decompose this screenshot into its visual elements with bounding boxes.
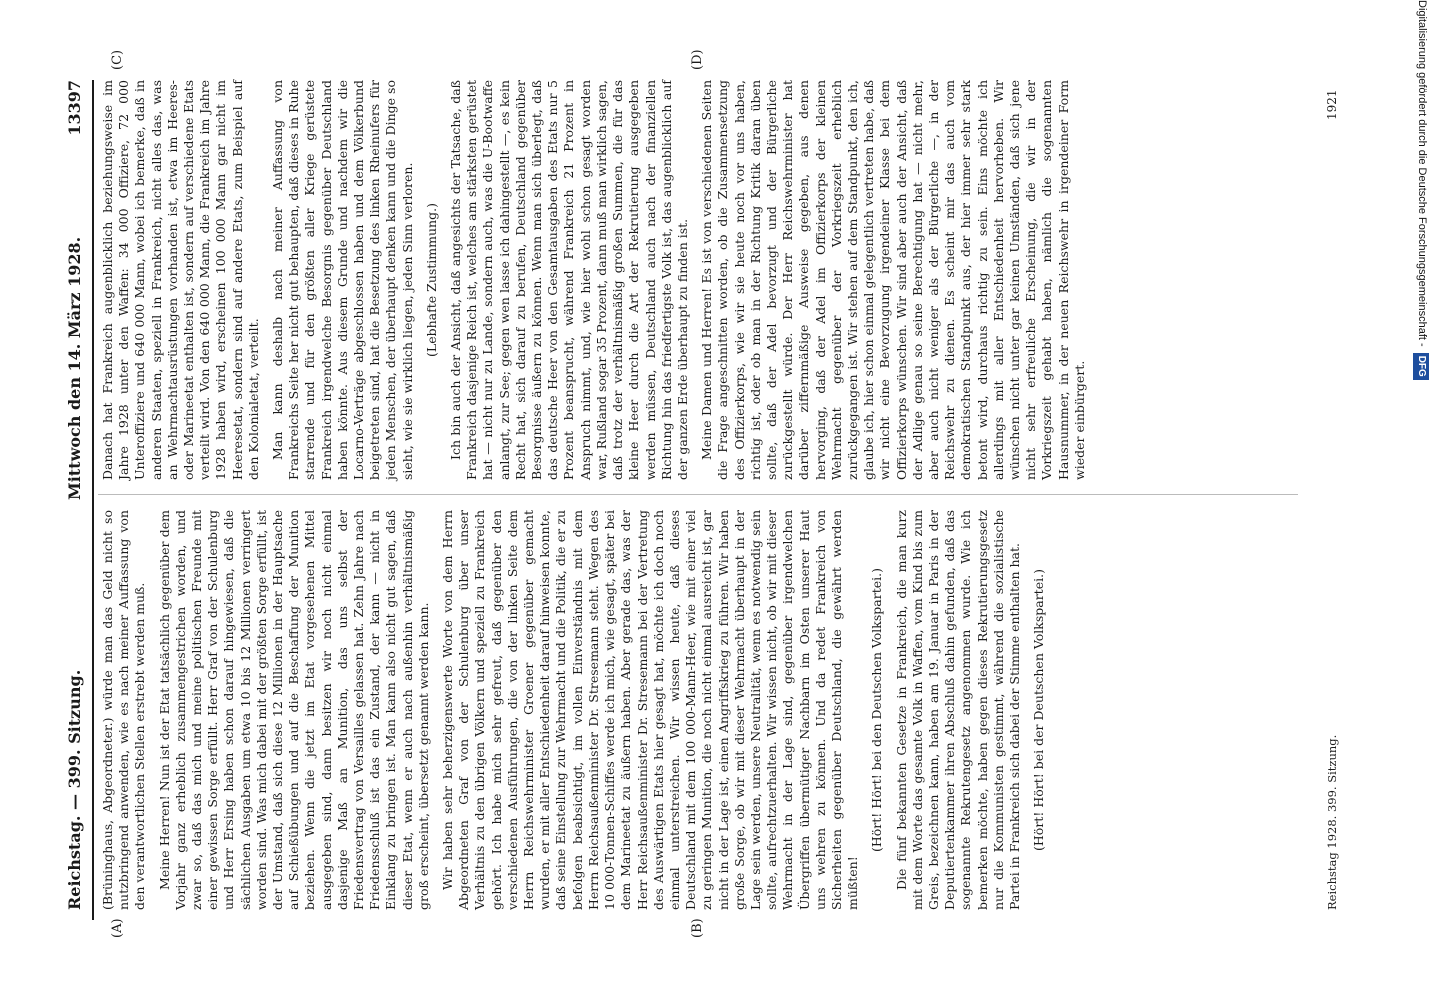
header-left: Reichstag. — 399. Sitzung. (65, 669, 84, 910)
page-header (60, 80, 90, 920)
margin-mark-b: (B) (690, 918, 705, 938)
footer-left: Reichstag 1928. 399. Sitzung. (1325, 734, 1339, 910)
paragraph: Ich bin auch der Ansicht, daß angesichts der Tatsache, daß Frankreich dasjenige Reich ist, welches am stärksten gerüstet hat — nicht nur zu Lande, sondern auch, was die U-Bootwaffe anlangt, zur See; gegen wen lasse ich dahingestellt —, es kein Recht hat, sich darauf zu berufen, Deutschland gegenüber Besorgnisse äußern zu können. Wenn man sich überlegt, daß das deutsche Heer von den Gesamtausgaben des Etats nur 5 Prozent beansprucht, während Frankreich 21 Prozent in Anspruch nimmt, und, wie hier wohl schon gesagt worden war, Rußland sogar 35 Prozent, dann muß man wirklich sagen, daß trotz der verhältnismäßig großen Summen, die für das kleine Heer durch die Art der Rekrutierung ausgegeben werden müssen, Deutschland auch nach der finanziellen Richtung hin das friedfertigste Volk ist, das augenblicklich auf der ganzen Erde überhaupt zu finden ist. (448, 80, 690, 480)
paragraph: Meine Damen und Herren! Es ist von verschiedenen Seiten die Frage angeschnitten worden, ob die Zusammensetzung des Offizierkorps, wie wir sie heute noch vor uns haben, richtig ist, oder ob man in der Richtung Kritik daran üben sollte, daß der Adel bevorzugt und der Bürgerliche zurückgestellt würde. Der Herr Reichswehrminister hat darüber ziffernmäßige Ausweise gegeben, aus denen hervorging, daß der Adel im Offizierkorps der kleinen Wehrmacht gegenüber der Vorkriegszeit erheblich zurückgegangen ist. Wir stehen auf dem Standpunkt, den ich, glaube ich, hier schon einmal gelegentlich vertreten habe, daß wir nicht eine Bevorzugung irgendeiner Klasse bei dem Offizierkorps wünschen. Wir sind aber auch der Ansicht, daß der Adlige genau so seine Berechtigung hat — nicht mehr, aber auch nicht weniger als der Bürgerliche —, in der Reichswehr zu dienen. Es scheint mir das auch vom demokratischen Standpunkt aus, der hier immer sehr stark betont wird, durchaus richtig zu sein. Eins möchte ich allerdings mit aller Entschiedenheit hervorheben. Wir wünschen nicht unter gar keinen Umständen, daß sich jene nicht sehr erfreuliche Erscheinung, die wir in der Vorkriegszeit gehabt haben, nämlich die sogenannten Hausnummer, in der neuen Reichswehr in irgendeiner Form wieder einbürgert. (699, 80, 1087, 480)
paragraph: (Hört! Hört! bei den Deutschen Volkspartei.) (869, 568, 885, 852)
header-date: Mittwoch den 14. März 1928. (65, 236, 84, 500)
paragraph: (Hört! Hört! bei der Deutschen Volkspartei.) (1031, 569, 1047, 851)
paragraph: Meine Herren! Nun ist der Etat tatsächlich gegenüber dem Vorjahr ganz erheblich zusammengestrichen worden, und zwar so, daß das mich und meine politischen Freunde mit einer gewissen Sorge erfüllt. Herr Graf von der Schulenburg und Herr Ersing haben schon darauf hingewiesen, daß die sächlichen Ausgaben um etwa 10 bis 12 Millionen verringert worden sind. Was mich dabei mit der größten Sorge erfüllt, ist der Umstand, daß sich diese 12 Millionen in der Hauptsache auf Schießübungen und auf die Beschaffung der Munition beziehen. Wenn die jetzt im Etat vorgesehenen Mittel ausgegeben sind, dann besitzen wir noch nicht einmal dasjenige Maß an Munition, das uns selbst der Friedensvertrag von Versailles gelassen hat. Zehn Jahre nach Friedensschluß ist das ein Zustand, der kann — nicht in Einklang zu bringen ist. Man kann also nicht gut sagen, daß dieser Etat, wenn er auch nach außenhin verhältnismäßig groß erscheint, übersetzt genannt werden kann. (156, 510, 431, 910)
margin-mark-d: (D) (690, 49, 705, 70)
column-divider (98, 494, 1298, 495)
paragraph: (Brüninghaus, Abgeordneter.) würde man das Geld nicht so nutzbringend anwenden, wie es nach meiner Auffassung von den verantwortlichen Stellen erstrebt werden muß. (100, 510, 148, 910)
margin-mark-a: (A) (110, 918, 125, 938)
footer-number: 1921 (1325, 89, 1339, 120)
right-column (100, 80, 1096, 480)
paragraph: Danach hat Frankreich augenblicklich beziehungsweise im Jahre 1928 unter den Waffen: 34 000 Offiziere, 72 000 Unteroffiziere und 640 000 Mann, wobei ich bemerke, daß in anderen Staaten, speziell in Frankreich, nicht alles das, was an Wehrmachtausrüstungen vorhanden ist, etwa im Heeres- oder Marineetat enthalten ist, sondern auf verschiedene Etats verteilt wird. Von den 640 000 Mann, die Frankreich im Jahre 1928 haben wird, erscheinen 100 000 Mann gar nicht im Heeresetat, sondern sind auf andere Etats, zum Beispiel auf den Kolonialetat, verteilt. (100, 80, 261, 480)
margin-mark-c: (C) (110, 49, 125, 70)
left-column (100, 510, 1055, 910)
header-rule (92, 80, 94, 920)
digitization-note (1416, 0, 1432, 1000)
dfg-logo: DFG (1413, 353, 1429, 380)
paragraph: (Lebhafte Zustimmung.) (423, 203, 439, 357)
digitization-text: Digitalisierung gefördert durch die Deutsche Forschungsgemeinschaft - (1416, 0, 1428, 347)
paragraph: Die fünf bekannten Gesetze in Frankreich, die man kurz mit dem Worte das gesamte Volk in Waffen, vom Kind bis zum Greis, bezeichnen kann, haben am 19. Januar in Paris in der Deputiertenkammer ihren Abschluß dahin gefunden, daß das sogenannte Rekrutengesetz angenommen wurde. Wie ich bemerken möchte, haben gegen dieses Rekrutierungsgesetz nur die Kommunisten gestimmt, während die sozialistische Partei in Frankreich sich dabei der Stimme enthalten hat. (893, 510, 1022, 910)
paragraph: Man kann deshalb nach meiner Auffassung von Frankreichs Seite her nicht gut behaupten, daß dieses in Ruhe starrende und für den größten aller Kriege gerüstete Frankreich irgendwelche Besorgnis gegenüber Deutschland haben könnte. Aus diesem Grunde und nachdem wir die Locarno-Verträge abgeschlossen haben und dem Völkerbund beigetreten sind, hat die Besetzung des linken Rheinufers für jeden Menschen, der überhaupt denken kann und die Dinge so sieht, wie sie wirklich liegen, jeden Sinn verloren. (270, 80, 415, 480)
paragraph: Wir haben sehr beherzigenswerte Worte von dem Herrn Abgeordneten Graf von der Schulenburg über unser Verhältnis zu den übrigen Völkern und speziell zu Frankreich gehört. Ich habe mich sehr gefreut, daß gegenüber den verschiedenen Ausführungen, die von der linken Seite dem Herrn Reichswehrminister Groener gegenüber gemacht wurden, er mit aller Entschiedenheit darauf hinweisen konnte, daß seine Einstellung zur Wehrmacht und die Politik, die er zu befolgen beabsichtigt, im vollen Einverständnis mit dem Herrn Reichsaußenminister Dr. Stresemann steht. Wegen des 10 000-Tonnen-Schiffes werde ich mich, wie gesagt, später bei dem Marineetat zu äußern haben. Aber gerade das, was der Herr Reichsaußenminister Dr. Stresemann bei der Vertretung des Auswärtigen Etats hier gesagt hat, möchte ich doch noch einmal unterstreichen. Wir wissen heute, daß dieses Deutschland mit dem 100 000-Mann-Heer, wie mit einer viel zu geringen Munition, die noch nicht einmal ausreicht ist, gar nicht in der Lage ist, einen Angriffskrieg zu führen. Wir haben große Sorge, ob wir mit dieser Wehrmacht überhaupt in der Lage sein werden, unsere Neutralität, wenn es notwendig sein sollte, aufrechtzuerhalten. Wir wissen nicht, ob wir mit dieser Wehrmacht in der Lage sind, gegenüber irgendwelchen Übergriffen übermütiger Nachbarn im Osten unserer Haut uns wehren zu können. Und da redet Frankreich von Sicherheiten gegenüber Deutschland, die gewährt werden müßten! (440, 510, 861, 910)
page-number: 13397 (65, 80, 84, 136)
